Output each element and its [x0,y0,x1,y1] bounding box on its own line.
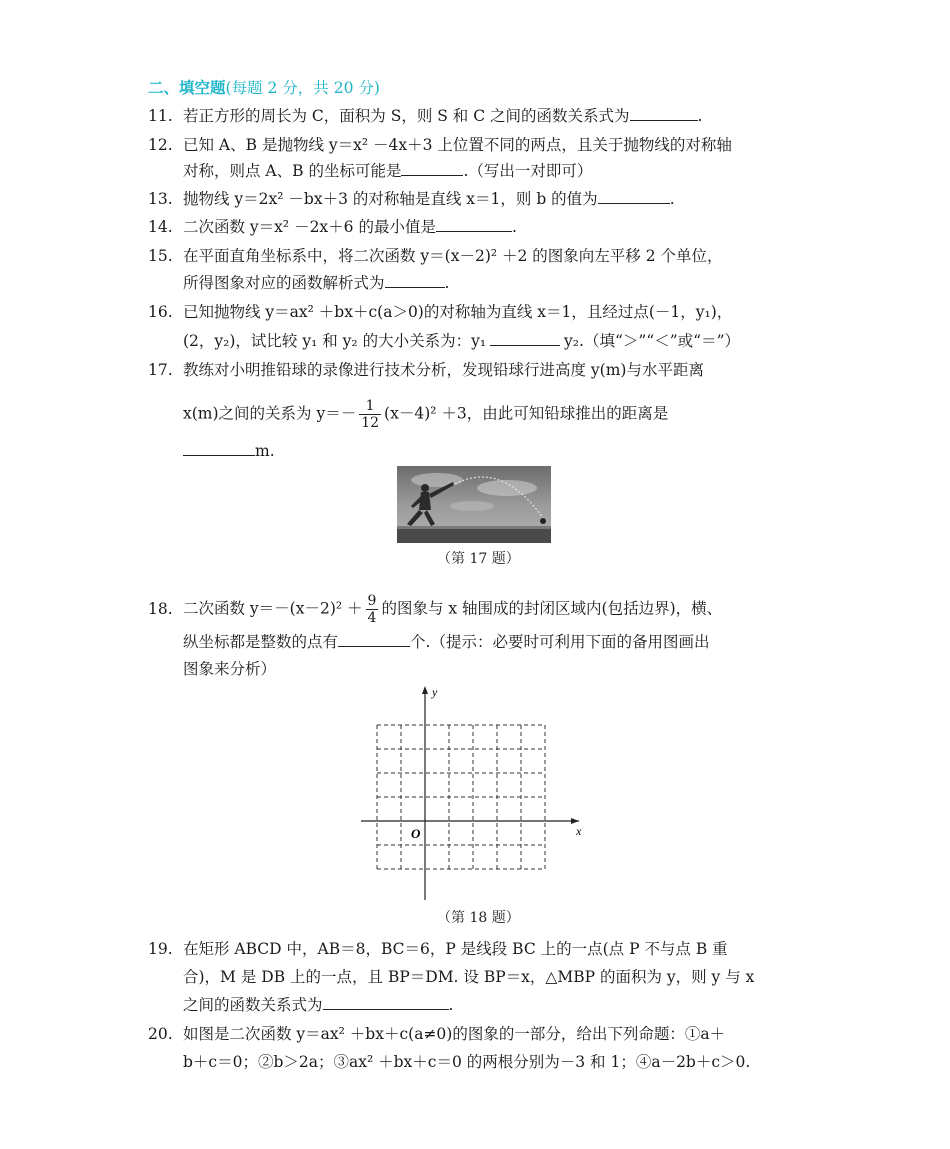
figure-17-caption: （第 17 题） [437,551,520,567]
question-11 [148,106,702,126]
question-number: 12. [148,136,173,154]
question-16-line2 [183,331,740,351]
question-15 [148,246,723,266]
question-number: 16. [148,303,173,321]
question-13 [148,189,675,209]
question-end: . [444,274,450,292]
question-text: m. [255,442,275,460]
question-15-line2 [183,273,449,293]
question-text: 对称，则点 A、B 的坐标可能是 [183,162,402,180]
question-20 [148,1024,725,1044]
question-number: 14. [148,218,173,236]
answer-blank[interactable] [338,632,410,647]
question-text: 在矩形 ABCD 中，AB＝8，BC＝6，P 是线段 BC 上的一点(点 P 不与点 B 重 [183,940,728,958]
question-18 [148,593,722,626]
question-text: 如图是二次函数 y＝ax² ＋bx＋c(a≠0)的图象的一部分，给出下列命题：①a＋ [183,1025,726,1043]
question-text: 抛物线 y＝2x² －bx＋3 的对称轴是直线 x＝1，则 b 的值为 [183,190,598,208]
question-number: 11. [148,107,173,125]
question-text: 已知抛物线 y＝ax² ＋bx＋c(a＞0)的对称轴为直线 x＝1，且经过点(－1，y₁)， [183,303,733,321]
question-end: . [448,996,454,1014]
section-note: (每题 2 分，共 20 分) [225,79,380,97]
fraction-denominator: 12 [361,415,380,431]
question-end: . [669,190,675,208]
question-19-line2 [183,967,754,987]
question-number: 19. [148,940,173,958]
question-number: 13. [148,190,173,208]
fraction-numerator: 9 [367,593,377,609]
question-18-line3 [183,659,276,679]
question-text: .（写出一对即可） [463,162,593,180]
y-axis-arrow-icon [422,686,428,694]
question-text: 教练对小明推铅球的录像进行技术分析，发现铅球行进高度 y(m)与水平距离 [183,361,704,379]
answer-blank[interactable] [385,273,445,288]
answer-blank[interactable] [630,106,698,121]
question-17-line3 [183,441,275,461]
answer-blank[interactable] [323,995,449,1010]
grid-lines [377,725,545,869]
question-text: 所得图象对应的函数解析式为 [183,274,385,292]
answer-blank[interactable] [183,441,255,456]
question-12 [148,135,732,155]
question-17 [148,360,704,380]
coordinate-grid [355,680,595,905]
question-text: 在平面直角坐标系中，将二次函数 y＝(x－2)² ＋2 的图象向左平移 2 个单位， [183,247,723,265]
fraction [366,593,379,626]
answer-blank[interactable] [401,161,463,176]
question-14 [148,217,517,237]
fraction [359,398,381,431]
answer-blank[interactable] [598,189,670,204]
shot-put-photo [397,466,551,543]
question-text: (2，y₂)，试比较 y₁ 和 y₂ 的大小关系为：y₁ [183,332,487,350]
question-number: 18. [148,599,173,618]
question-text: 纵坐标都是整数的点有 [183,633,339,651]
answer-blank[interactable] [436,217,512,232]
question-17-line2 [183,398,668,431]
question-text: b＋c＝0；②b＞2a；③ax² ＋bx＋c＝0 的两根分别为－3 和 1；④a－2b＋c＞0. [183,1053,751,1071]
question-text: 之间的函数关系式为 [183,996,323,1014]
question-text: 二次函数 y＝－(x－2)² ＋ [183,599,363,618]
question-text: 个.（提示：必要时可利用下面的备用图画出 [410,633,710,651]
fraction-denominator: 4 [367,610,377,626]
question-18-line2 [183,632,709,652]
question-text: 图象来分析） [183,660,277,678]
question-number: 17. [148,361,173,379]
section-title-text: 二、填空题 [148,78,226,97]
question-text: 若正方形的周长为 C，面积为 S，则 S 和 C 之间的函数关系式为 [183,107,630,125]
y-axis-label: y [432,685,438,699]
x-axis-label: x [576,824,582,838]
figure-18-caption: （第 18 题） [437,910,520,926]
question-20-line2 [183,1052,750,1072]
question-text: 合)，M 是 DB 上的一点，且 BP＝DM. 设 BP＝x，△MBP 的面积为 y，则 y 与 x [183,968,755,986]
question-text: 的图象与 x 轴围成的封闭区域内(包括边界)，横、 [381,599,723,618]
fraction-numerator: 1 [359,398,381,415]
question-12-line2 [183,161,592,181]
origin-label: O [411,826,421,841]
question-text: 二次函数 y＝x² －2x＋6 的最小值是 [183,218,436,236]
question-text: x(m)之间的关系为 y＝－ [183,404,357,423]
answer-blank[interactable] [490,331,560,346]
question-text: y₂.（填“＞”“＜”或“＝”） [564,332,740,350]
question-19-line3 [183,995,453,1015]
question-end: . [511,218,517,236]
question-end: . [697,107,703,125]
question-19 [148,939,728,959]
question-text: (x－4)² ＋3，由此可知铅球推出的距离是 [384,404,669,423]
question-number: 20. [148,1025,173,1043]
question-text: 已知 A、B 是抛物线 y＝x² －4x＋3 上位置不同的两点，且关于抛物线的对称轴 [183,136,732,154]
question-number: 15. [148,247,173,265]
section-title [148,78,380,98]
question-16 [148,302,732,322]
